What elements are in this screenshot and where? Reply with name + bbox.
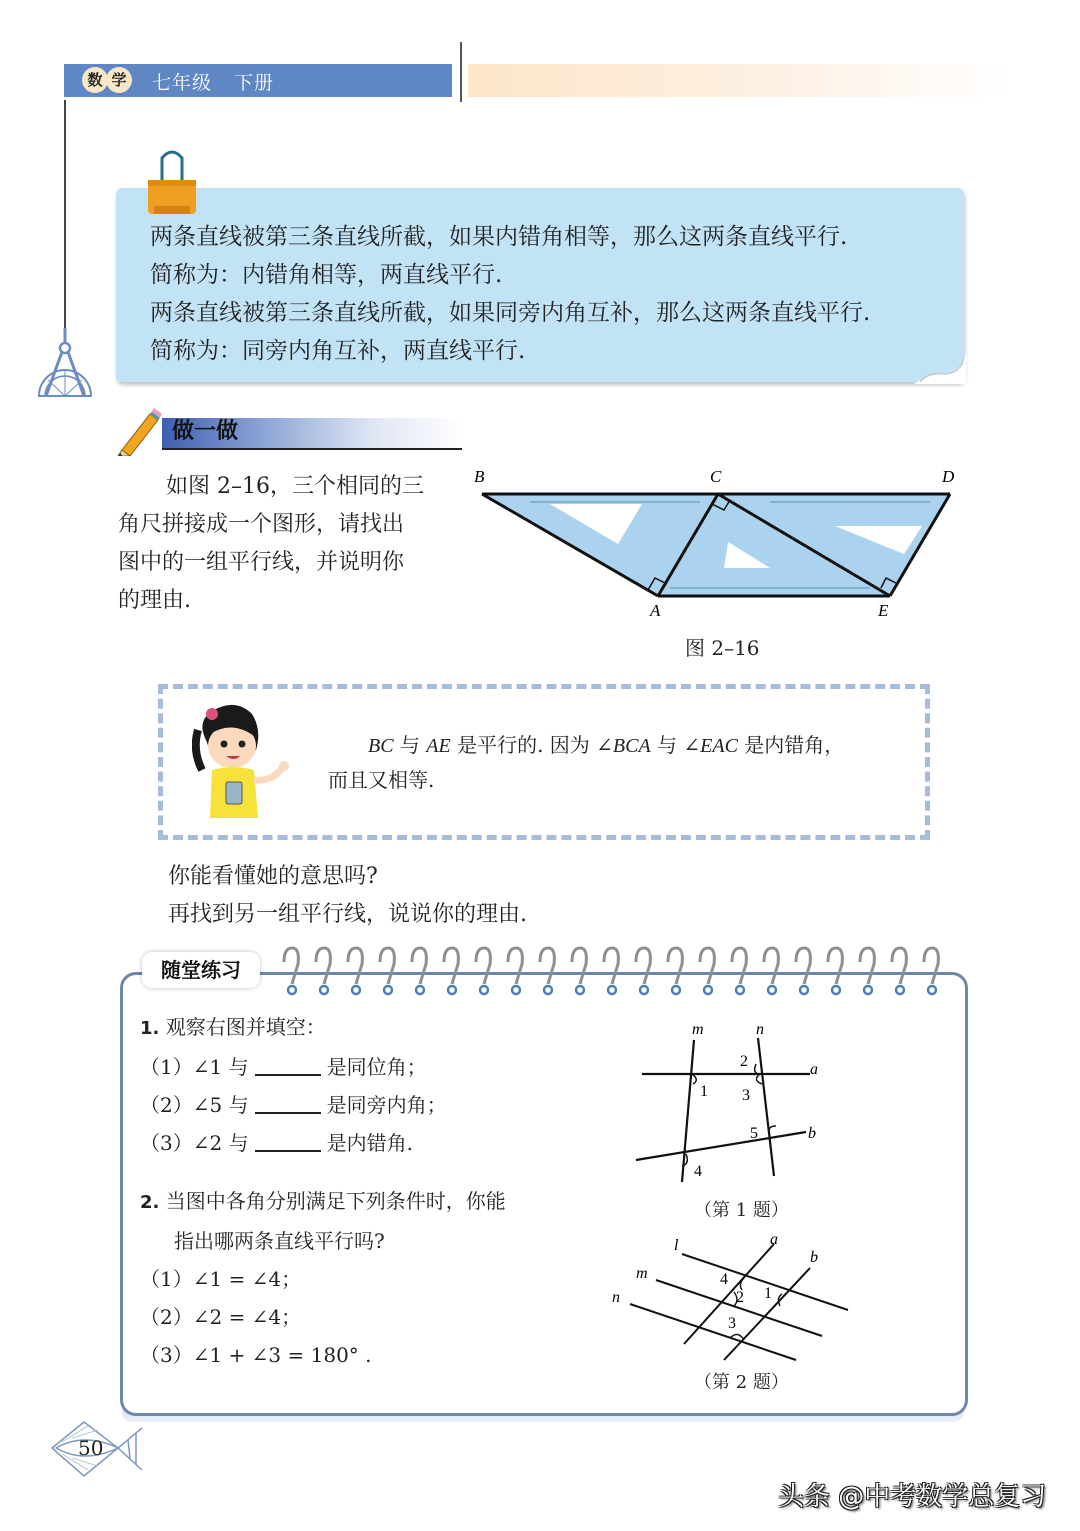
page-number: 50 (78, 1436, 104, 1460)
point-label-e: E (878, 601, 889, 620)
girl-character-illustration (192, 700, 298, 820)
theorem-line: 简称为：同旁内角互补，两直线平行. (150, 338, 526, 364)
line-label-n: n (612, 1289, 620, 1306)
item-prefix: （3）∠2 与 (140, 1131, 249, 1155)
exercise-number: 2. (140, 1192, 160, 1213)
item-prefix: （1）∠1 与 (140, 1055, 249, 1079)
paragraph-line: 角尺拼接成一个图形，请找出 (118, 512, 405, 537)
line-label-l: l (674, 1237, 679, 1254)
margin-rule (64, 100, 66, 332)
notebook-rings-decoration (278, 944, 958, 1000)
binder-clip-icon (144, 150, 200, 216)
answer-blank[interactable] (255, 1130, 321, 1152)
angle-label: 4 (720, 1271, 728, 1288)
exercise-2-item: （1）∠1 = ∠4； (140, 1267, 302, 1291)
answer-blank[interactable] (255, 1054, 321, 1076)
angle-label: 3 (728, 1315, 736, 1332)
angle-label: 4 (694, 1163, 702, 1180)
theorem-line: 两条直线被第三条直线所截，如果同旁内角互补，那么这两条直线平行. (150, 300, 871, 326)
figure-caption: 图 2–16 (685, 636, 760, 660)
exercise-1-item (140, 1048, 447, 1086)
line-label-a: a (810, 1061, 818, 1078)
exercise-2-figure (604, 1232, 860, 1372)
comment-text: 是平行的. 因为 ∠ (450, 733, 613, 757)
book-title (152, 68, 296, 95)
compass-protractor-icon (36, 328, 94, 400)
paragraph-line: 如图 2–16，三个相同的三 (166, 474, 424, 499)
follow-up-questions (168, 858, 527, 934)
header-decor-band (468, 64, 1008, 97)
section-title: 做一做 (172, 419, 239, 444)
line-label-n: n (756, 1021, 764, 1038)
segment-ae: AE (426, 735, 451, 757)
exercise-prompt-cont: 指出哪两条直线平行吗? (174, 1229, 385, 1253)
exercise-2 (140, 1182, 506, 1374)
question-line: 再找到另一组平行线，说说你的理由. (168, 902, 527, 927)
angle-label: 2 (736, 1289, 744, 1306)
angle-label: 1 (700, 1083, 708, 1100)
line-label-a: a (770, 1232, 778, 1248)
angle-label: 3 (742, 1087, 750, 1104)
activity-paragraph (118, 468, 458, 620)
point-label-b: B (474, 467, 485, 486)
practice-title: 随堂练习 (142, 952, 260, 988)
angle-eac: EAC (700, 735, 738, 757)
item-suffix: 是同位角； (326, 1055, 427, 1079)
angle-bca: BCA (612, 735, 651, 757)
item-suffix: 是同旁内角； (326, 1093, 447, 1117)
exercise-1-prompt (140, 1008, 447, 1048)
line-label-m: m (636, 1265, 648, 1282)
header-divider (460, 42, 462, 102)
item-suffix: 是内错角. (326, 1131, 413, 1155)
subject-badge (82, 67, 130, 93)
comment-text: 与 ∠ (650, 733, 701, 757)
student-comment-text (328, 728, 908, 797)
theorem-text (150, 218, 870, 370)
theorem-line: 简称为：内错角相等，两直线平行. (150, 262, 503, 288)
line-label-m: m (692, 1021, 704, 1038)
exercise-2-item: （2）∠2 = ∠4； (140, 1305, 302, 1329)
figure-2-16-triangle-rulers (470, 460, 970, 620)
exercise-2-item: （3）∠1 + ∠3 = 180° . (140, 1343, 372, 1367)
answer-blank[interactable] (255, 1092, 321, 1114)
point-label-a: A (650, 601, 661, 620)
paragraph-line: 图中的一组平行线，并说明你 (118, 550, 405, 575)
paragraph-line: 的理由. (118, 588, 191, 613)
grade-label: 七年级 (152, 72, 213, 94)
segment-bc: BC (368, 735, 394, 757)
comment-text: 与 (393, 733, 427, 757)
comment-line-2: 而且又相等. (328, 768, 435, 792)
comment-text: 是内错角， (737, 733, 845, 757)
exercise-2-caption: （第 2 题） (694, 1372, 789, 1393)
exercise-1 (140, 1008, 447, 1162)
subject-badge-char: 学 (106, 67, 132, 93)
angle-label: 1 (764, 1285, 772, 1302)
pencil-icon (116, 406, 162, 456)
volume-label: 下册 (234, 72, 275, 94)
point-label-c: C (710, 467, 722, 486)
item-prefix: （2）∠5 与 (140, 1093, 249, 1117)
exercise-number: 1. (140, 1018, 160, 1039)
comment-line-1 (328, 728, 908, 763)
angle-label: 5 (750, 1125, 758, 1142)
line-label-b: b (810, 1249, 818, 1266)
point-label-d: D (942, 467, 955, 486)
line-label-b: b (808, 1125, 816, 1142)
page-curl-icon (914, 352, 966, 384)
question-line: 你能看懂她的意思吗? (168, 864, 378, 889)
subject-badge-char: 数 (82, 67, 108, 93)
source-watermark: 头条 @中考数学总复习 (778, 1482, 1047, 1512)
angle-label: 2 (740, 1053, 748, 1070)
exercise-1-item (140, 1086, 447, 1124)
exercise-2-prompt (140, 1182, 506, 1222)
exercise-1-item (140, 1124, 447, 1162)
exercise-1-figure (634, 1018, 830, 1190)
exercise-prompt: 观察右图并填空： (165, 1015, 326, 1039)
exercise-prompt: 当图中各角分别满足下列条件时，你能 (165, 1189, 506, 1213)
theorem-line: 两条直线被第三条直线所截，如果内错角相等，那么这两条直线平行. (150, 224, 848, 250)
exercise-1-caption: （第 1 题） (694, 1200, 789, 1221)
